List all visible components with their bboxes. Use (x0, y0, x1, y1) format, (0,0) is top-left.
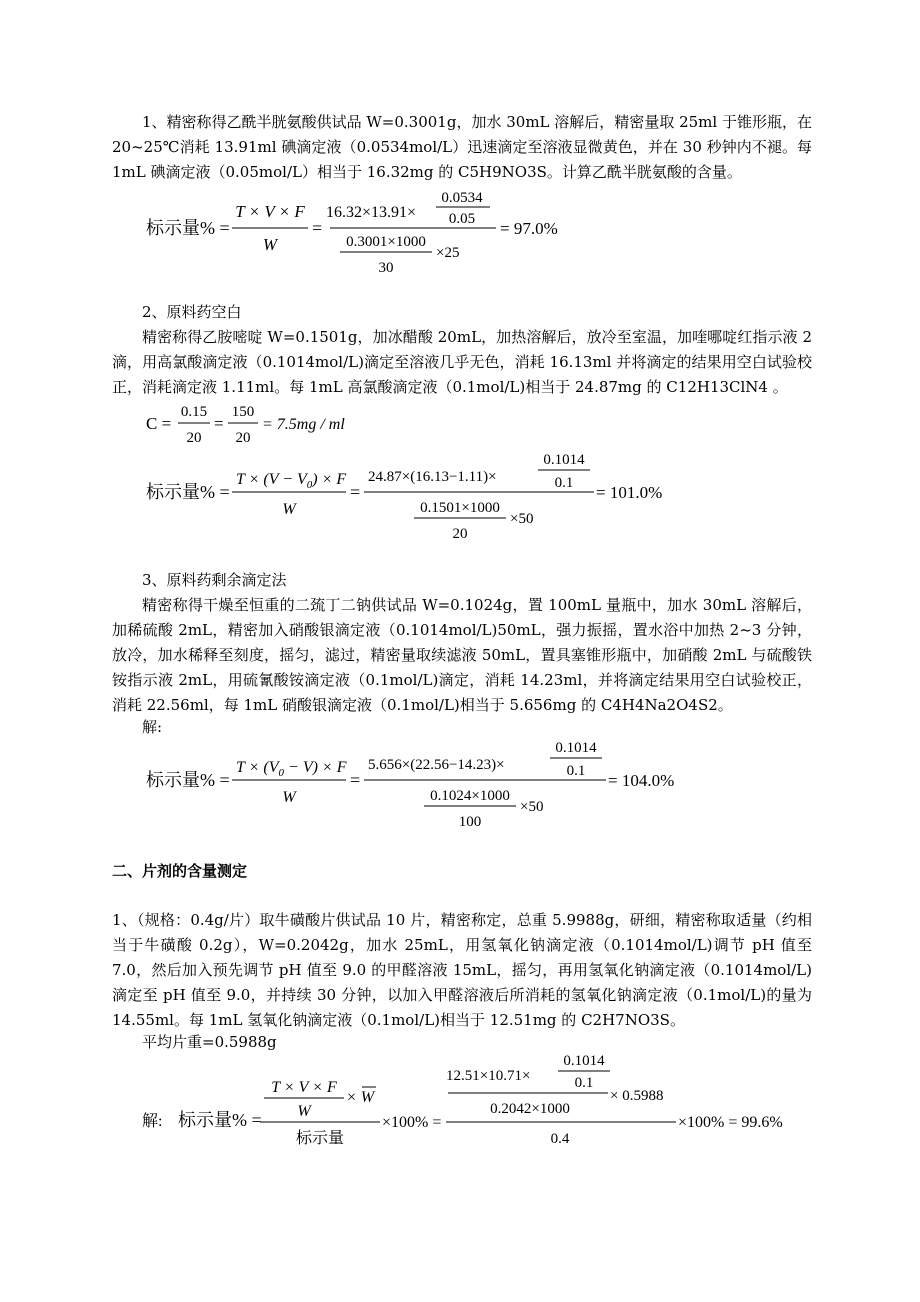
equals-sign: = (312, 218, 323, 238)
formula-lhs: 标示量% = (146, 770, 230, 790)
problem-3-text: 精密称得干燥至恒重的二巯丁二钠供试品 W=0.1024g，置 100mL 量瓶中，加水 30mL 溶解后，加稀硫酸 2mL，精密加入硝酸银滴定液（0.1014mol/L)50mL，强力振摇，置水浴中加热 2~3 分钟，放冷，加水稀释至刻度，摇匀，滤过，精密量取续滤液 50mL，置具塞锥形瓶中，加硝酸 2mL 与硫酸铁铵指示液 2mL，用硫氰酸铵滴定液（0.1mol/L)滴定，消耗 14.23ml，并将滴定结果用空白试验校正，消耗 22.56ml，每 1mL 硝酸银滴定液（0.1mol/L)相当于 5.656mg 的 C4H4Na2O4S2。 (112, 596, 812, 714)
average-tablet-weight: 平均片重=0.5988g (142, 1033, 277, 1051)
formula-denominator: W (282, 789, 296, 806)
ratio-top: 0.1014 (555, 740, 597, 756)
formula-numerator: T × V × F (235, 202, 305, 221)
section-2-formula (140, 1052, 820, 1152)
ratio-bottom: 0.1 (574, 1075, 594, 1091)
formula-numerator: $T \times (V - V_0) \times F$ (236, 471, 347, 491)
result-value: = 97.0% (500, 219, 558, 238)
problem-1-text: 1、精密称得乙酰半胱氨酸供试品 W=0.3001g，加水 30mL 溶解后，精密量取 25ml 于锥形瓶，在 20~25℃消耗 13.91ml 碘滴定液（0.0534mol/L）迅速滴定至溶液显微黄色，并在 30 秒钟内不褪。每 1mL 碘滴定液（0.05mol/L）相当于 16.32mg 的 C5H9NO3S。计算乙酰半胱氨酸的含量。 (112, 113, 812, 181)
problem-2-heading: 2、原料药空白 (142, 303, 242, 321)
conc-lhs: C = (146, 414, 172, 433)
formula-lhs: 标示量% = (146, 218, 230, 238)
formula-denominator: W (282, 501, 296, 518)
ratio-bottom: 0.1 (554, 475, 574, 491)
conc-top-2: 150 (231, 404, 255, 420)
formula-lhs: 标示量% = (178, 1110, 262, 1130)
inner-denominator: W (297, 1103, 311, 1120)
formula-numerator: $T \times (V_0 - V) \times F$ (236, 759, 347, 779)
value-numerator: 5.656×(22.56−14.23)× (368, 757, 505, 773)
value-numerator: 24.87×(16.13−1.11)× (368, 469, 497, 485)
mass-term: 0.1501×1000 (420, 500, 500, 516)
equals-sign: = (350, 482, 361, 502)
aliquot-term: ×50 (520, 799, 544, 815)
value-numerator: 16.32×13.91× (326, 204, 417, 221)
aliquot-term: ×50 (510, 511, 534, 527)
ratio-top: 0.1014 (543, 452, 585, 468)
result-value: = 104.0% (608, 771, 675, 790)
problem-2-text: 精密称得乙胺嘧啶 W=0.1501g，加冰醋酸 20mL，加热溶解后，放冷至室温，加喹哪啶红指示液 2 滴，用高氯酸滴定液（0.1014mol/L)滴定至溶液几乎无色，消耗 16.13ml 并将滴定的结果用空白试验校正，消耗滴定液 1.11ml。每 1mL 高氯酸滴定液（0.1mol/L)相当于 24.87mg 的 C12H13ClN4 。 (112, 328, 812, 396)
ratio-top: 0.0534 (441, 190, 483, 206)
equals-sign: = (214, 414, 224, 433)
problem-3-formula (140, 738, 700, 834)
section-2-problem-text: 1、（规格：0.4g/片）取牛磺酸片供试品 10 片，精密称定，总重 5.9988g，研细，精密称取适量（约相当于牛磺酸 0.2g），W=0.2042g，加水 25mL，用氢氧化钠滴定液（0.1014mol/L)调节 pH 值至 7.0，然后加入预先调节 pH 值至 9.0 的甲醛溶液 15mL，摇匀，再用氢氧化钠滴定液（0.1014mol/L)滴定至 pH 值至 9.0，并持续 30 分钟，以加入甲醛溶液后所消耗的氢氧化钠滴定液（0.1mol/L)的量为 14.55ml。每 1mL 氢氧化钠滴定液（0.1mol/L)相当于 12.51mg 的 C2H7NO3S。 (112, 911, 812, 1029)
aliquot-term: ×25 (436, 245, 460, 261)
tablet-weight-term: × 0.5988 (610, 1088, 664, 1104)
conc-bottom-1: 20 (186, 430, 202, 446)
equals-sign: = (350, 770, 361, 790)
solution-label: 解: (142, 1113, 163, 1130)
average-weight-term: × W (346, 1089, 375, 1106)
ratio-bottom: 0.1 (566, 763, 586, 779)
mass-term: 0.3001×1000 (346, 234, 426, 250)
conc-result: = 7.5mg / ml (262, 416, 345, 433)
conc-top-1: 0.15 (180, 404, 208, 420)
solution-label: 解: (142, 718, 163, 736)
value-numerator: 12.51×10.71× (446, 1068, 531, 1084)
dilution-term: 20 (452, 526, 468, 542)
mass-term: 0.1024×1000 (430, 788, 510, 804)
dilution-term: 30 (378, 260, 394, 276)
formula-lhs: 标示量% = (146, 482, 230, 502)
problem-2-formula (140, 450, 680, 546)
ratio-bottom: 0.05 (448, 211, 476, 227)
percent-term: ×100% = (382, 1114, 442, 1131)
result-value: = 101.0% (596, 483, 663, 502)
mass-term: 0.2042×1000 (490, 1101, 570, 1117)
conc-bottom-2: 20 (235, 430, 251, 446)
formula-denominator: 标示量 (295, 1130, 345, 1147)
concentration-formula (140, 400, 380, 452)
formula-denominator: W (262, 235, 278, 254)
label-strength: 0.4 (550, 1131, 570, 1147)
dilution-term: 100 (458, 814, 482, 830)
inner-numerator: T × V × F (271, 1079, 337, 1096)
result-value: ×100% = 99.6% (678, 1114, 783, 1131)
section-title: 二、片剂的含量测定 (112, 862, 248, 880)
ratio-top: 0.1014 (563, 1053, 605, 1069)
problem-3-heading: 3、原料药剩余滴定法 (142, 571, 287, 589)
problem-1-formula (140, 190, 580, 280)
